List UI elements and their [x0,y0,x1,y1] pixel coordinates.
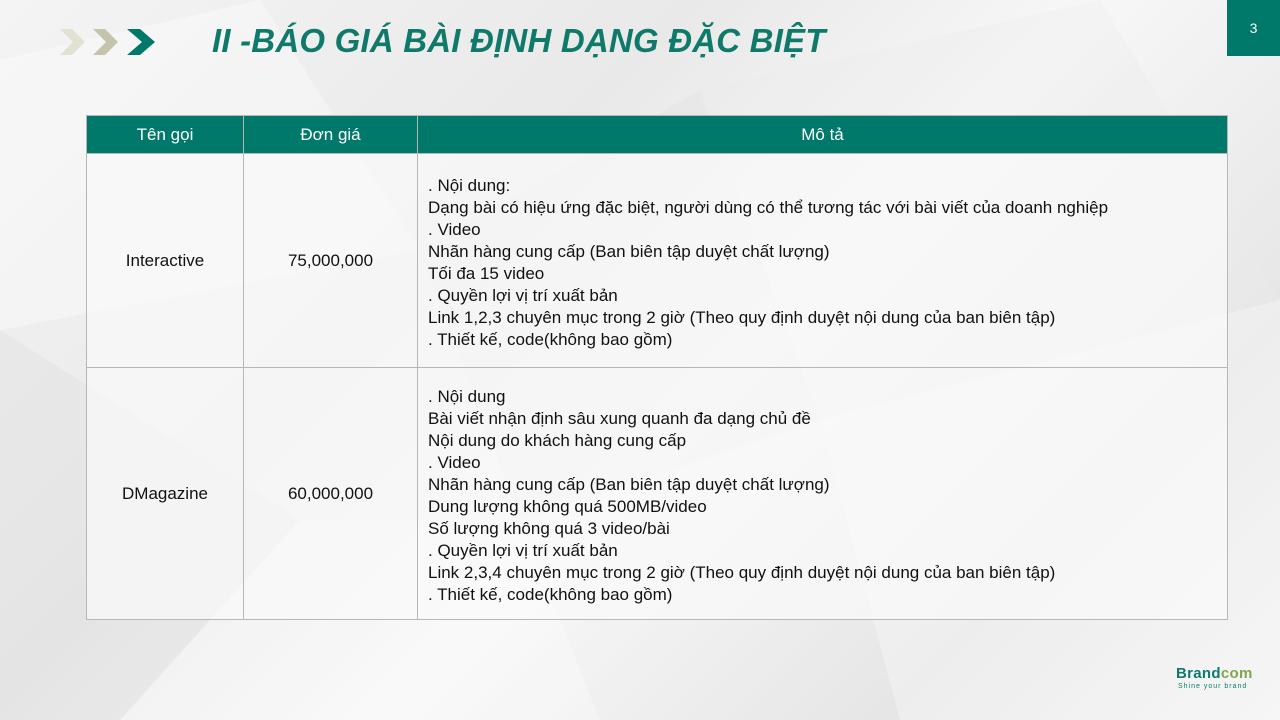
description-line: Link 2,3,4 chuyên mục trong 2 giờ (Theo quy định duyệt nội dung của ban biên tập) [428,562,1056,582]
price-table [86,115,1228,620]
column-header-name: Tên gọi [87,116,244,154]
logo-tagline: Shine your brand [1178,683,1248,690]
description-line: Bài viết nhận định sâu xung quanh đa dạng chủ đề [428,408,811,428]
description-line: Nội dung do khách hàng cung cấp [428,430,687,450]
cell-description [418,154,1228,368]
description-line: . Quyền lợi vị trí xuất bản [428,540,618,560]
cell-name: Interactive [87,154,244,368]
page-number: 3 [1227,0,1280,56]
description-line: Nhãn hàng cung cấp (Ban biên tập duyệt chất lượng) [428,241,830,261]
brandcom-logo [1176,666,1266,696]
column-header-description: Mô tả [418,116,1228,154]
table-row [87,368,1228,620]
table-row [87,154,1228,368]
cell-name: DMagazine [87,368,244,620]
description-line: . Video [428,452,481,472]
cell-price: 75,000,000 [244,154,418,368]
cell-price: 60,000,000 [244,368,418,620]
description-line: . Thiết kế, code(không bao gồm) [428,584,673,604]
logo-wordmark [1176,666,1266,682]
description-line: . Quyền lợi vị trí xuất bản [428,285,618,305]
description-line: Dung lượng không quá 500MB/video [428,496,707,516]
chevron-arrows-icon [60,29,160,55]
description-line: . Thiết kế, code(không bao gồm) [428,329,673,349]
logo-brand-text: Brand [1176,665,1221,682]
table-header-row [87,116,1228,154]
description-line: Tối đa 15 video [428,263,545,283]
description-line: . Video [428,219,481,239]
description-line: Dạng bài có hiệu ứng đặc biệt, người dùng có thể tương tác với bài viết của doanh nghiệp [428,197,1109,217]
description-line: . Nội dung: [428,175,511,195]
logo-accent-text: com [1220,665,1253,682]
description-line: Link 1,2,3 chuyên mục trong 2 giờ (Theo quy định duyệt nội dung của ban biên tập) [428,307,1056,327]
cell-description [418,368,1228,620]
description-line: Nhãn hàng cung cấp (Ban biên tập duyệt chất lượng) [428,474,830,494]
column-header-price: Đơn giá [244,116,418,154]
description-line: . Nội dung [428,386,506,406]
description-line: Số lượng không quá 3 video/bài [428,518,670,538]
page-title: II -BÁO GIÁ BÀI ĐỊNH DẠNG ĐẶC BIỆT [212,22,826,59]
